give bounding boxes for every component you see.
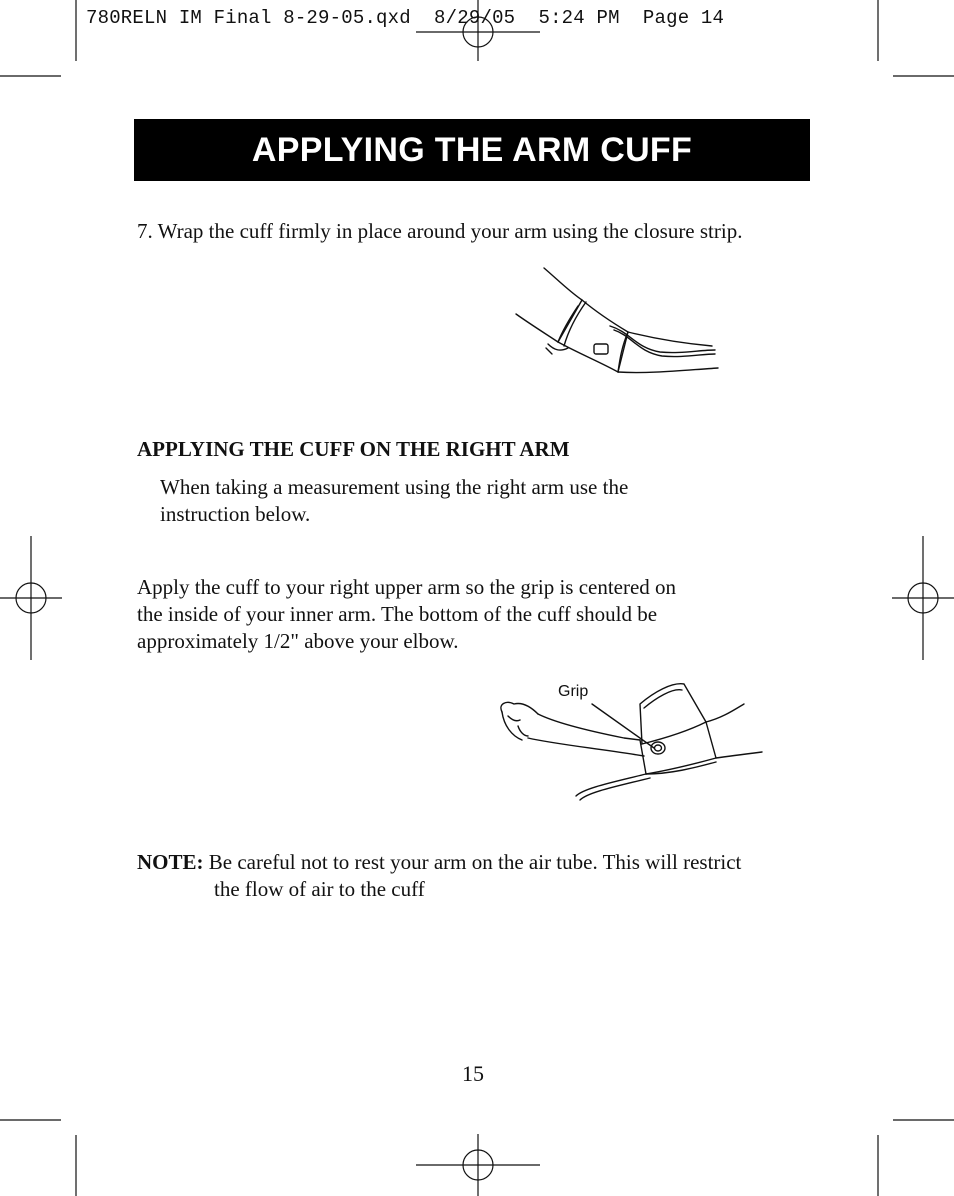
page-title: APPLYING THE ARM CUFF [251, 130, 693, 169]
step-7-text: 7. Wrap the cuff firmly in place around your arm using the closure strip. [137, 219, 743, 243]
note-label: NOTE: [137, 850, 204, 874]
right-arm-instructions [137, 574, 676, 655]
note-block [137, 849, 741, 876]
note-line-2: the flow of air to the cuff [214, 877, 425, 901]
title-banner [134, 119, 810, 181]
page-number: 15 [462, 1061, 484, 1086]
right-arm-instructions-line-2: the inside of your inner arm. The bottom of the cuff should be [137, 602, 658, 626]
grip-label: Grip [558, 683, 589, 700]
cuff-wrap-illustration [510, 262, 725, 384]
printer-slug: 780RELN IM Final 8-29-05.qxd 8/29/05 5:24 PM Page 14 [86, 7, 725, 29]
right-arm-heading: APPLYING THE CUFF ON THE RIGHT ARM [137, 437, 570, 461]
right-arm-intro-line-1: When taking a measurement using the right arm use the [160, 475, 629, 499]
right-arm-cuff-illustration [494, 674, 766, 804]
right-arm-instructions-line-3: approximately 1/2" above your elbow. [137, 629, 459, 653]
right-arm-intro-line-2: instruction below. [160, 502, 311, 526]
note-line-1: Be careful not to rest your arm on the air tube. This will restrict [208, 850, 742, 874]
right-arm-intro [160, 474, 628, 528]
right-arm-instructions-line-1: Apply the cuff to your right upper arm so the grip is centered on [137, 575, 677, 599]
